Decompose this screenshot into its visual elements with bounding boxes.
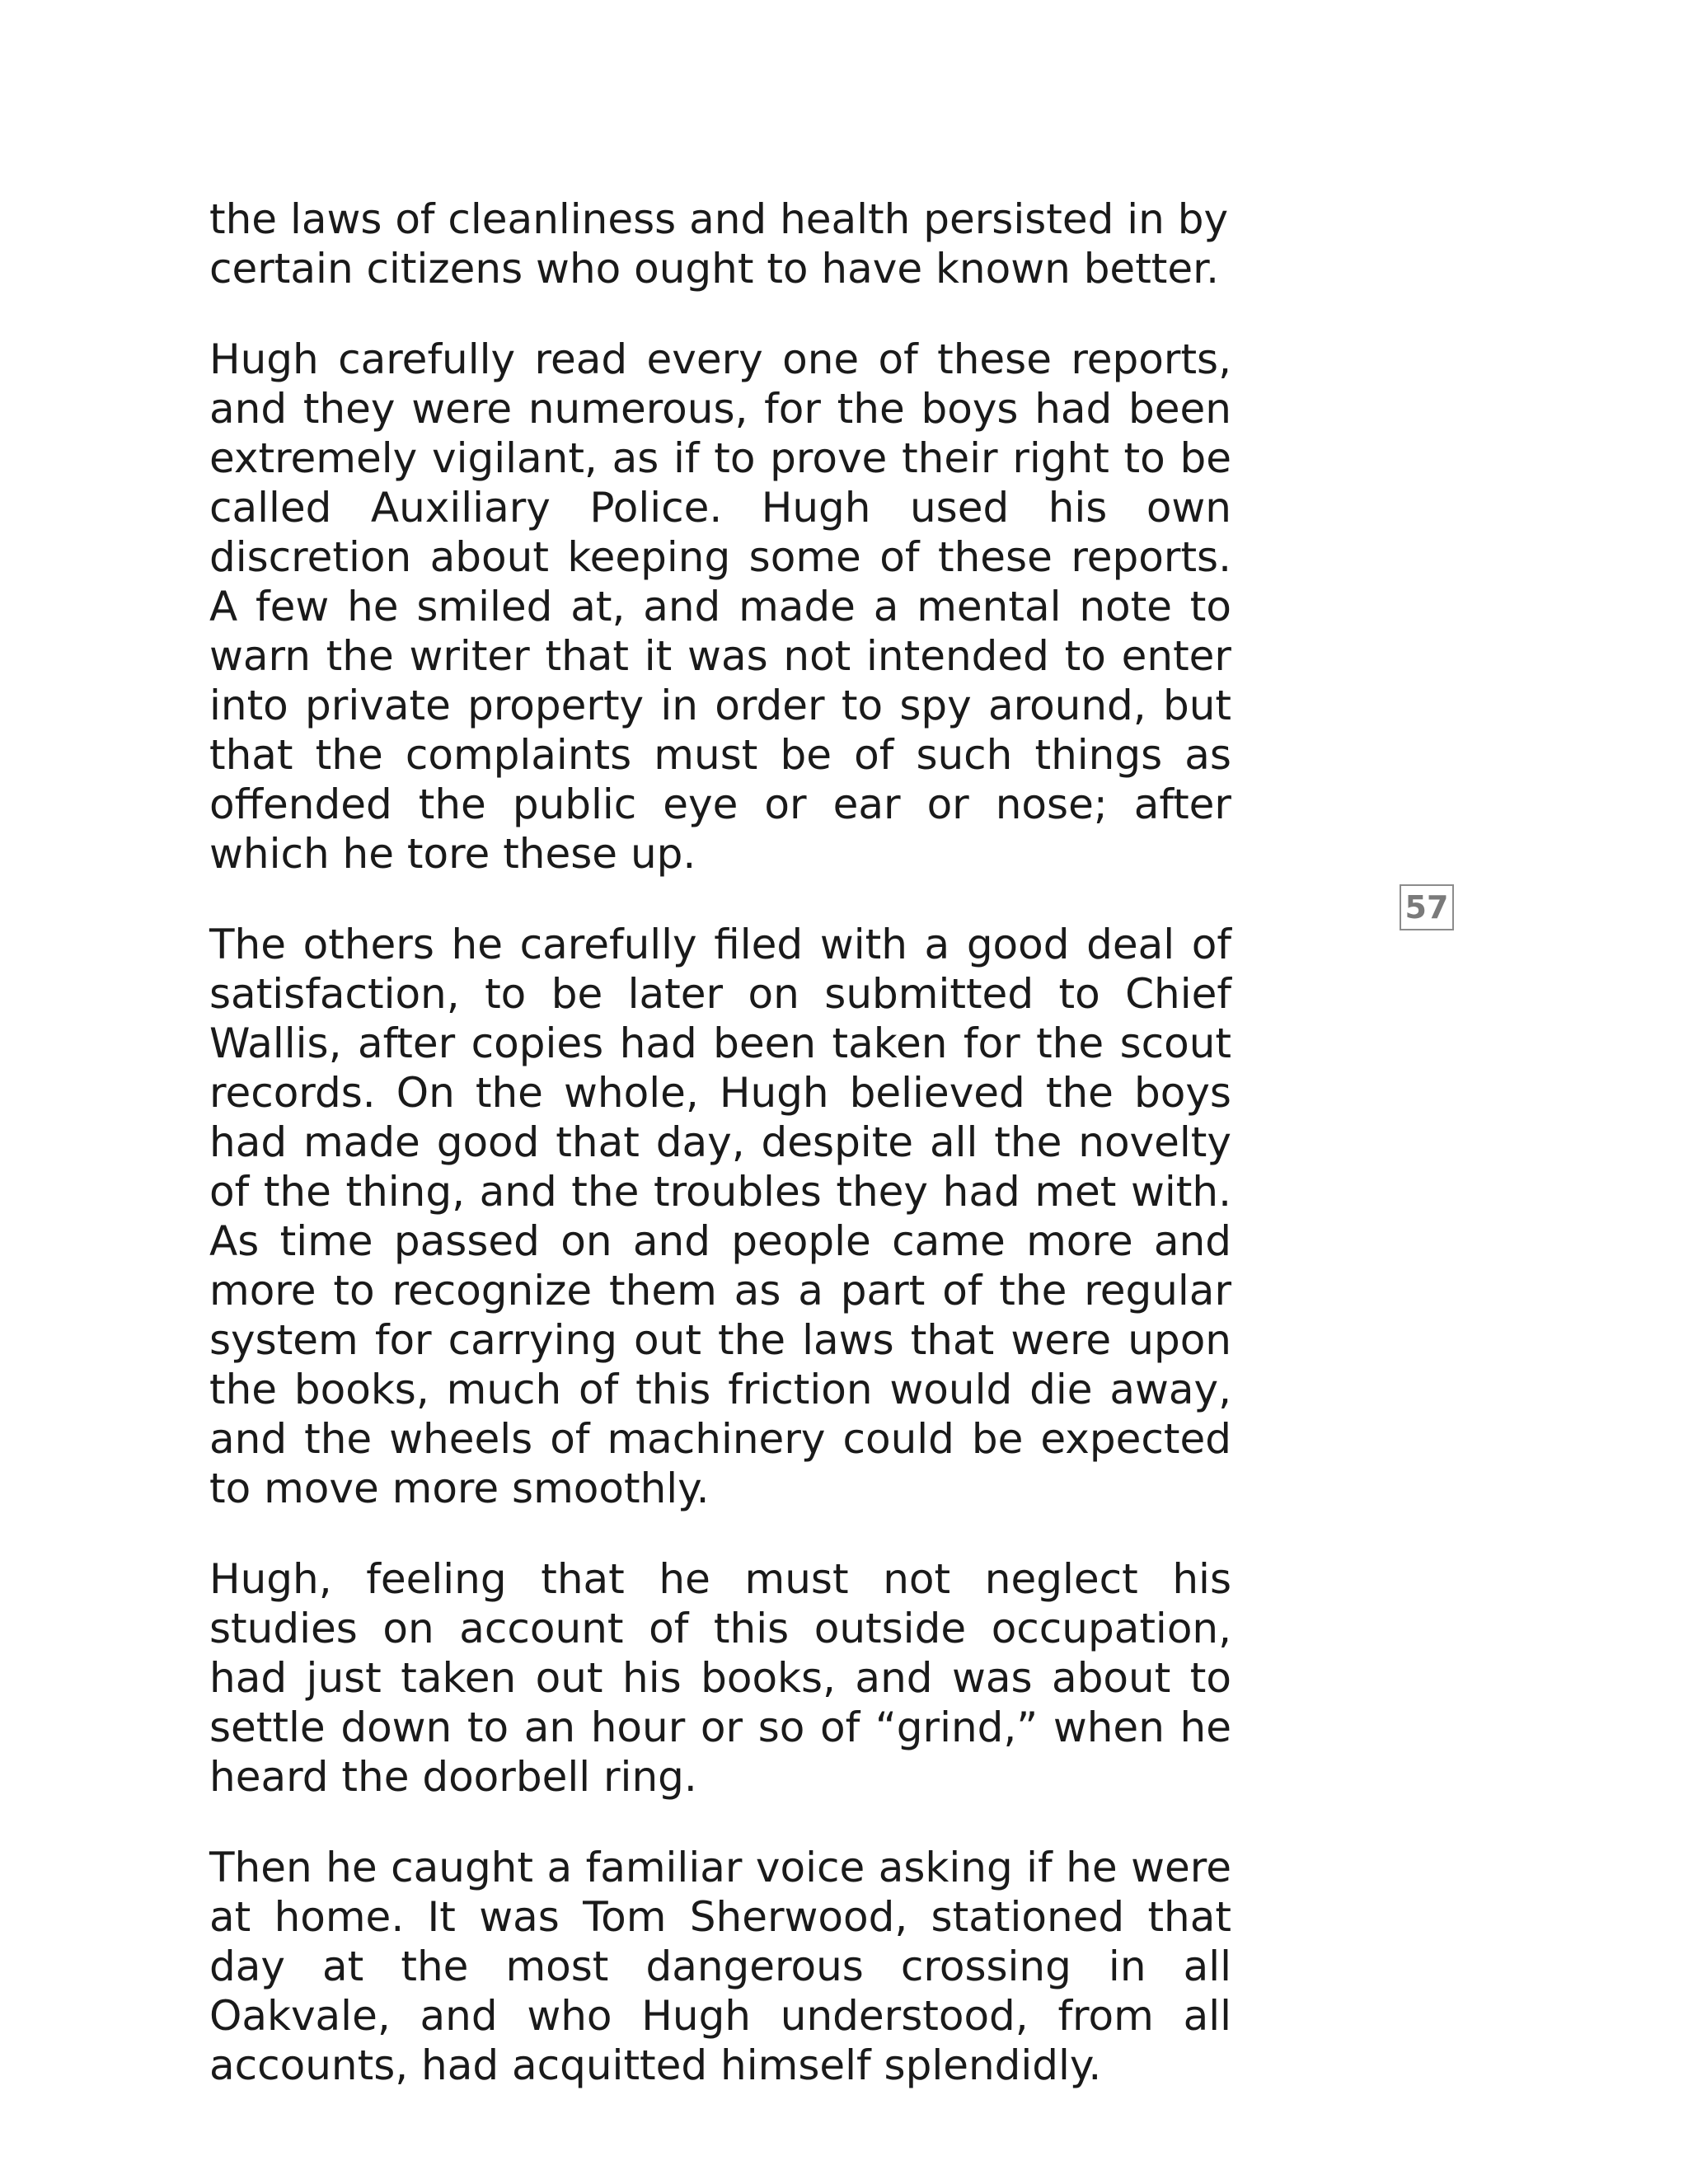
paragraph-1: the laws of cleanliness and health persisted in by certain citizens who ought to have known better.: [209, 195, 1229, 293]
paragraph-2: Hugh carefully read every one of these reports, and they were numerous, for the boys had been extremely vigilant, as if to prove their right to be called Auxiliary Police. Hugh used his own discretion about keeping some of these reports. A few he smiled at, and made a mental note to warn the writer that it was not intended to enter into private property in order to spy around, but that the complaints must be of such things as offended the public eye or ear or nose; after which he tore these up.: [209, 335, 1231, 878]
paragraph-3: The others he carefully filed with a good deal of satisfaction, to be later on submitted to Chief Wallis, after copies had been taken for the scout records. On the whole, Hugh believed the boys had made good that day, despite all the novelty of the thing, and the troubles they had met with. As time passed on and people came more and more to recognize them as a part of the regular system for carrying out the laws that were upon the books, much of this friction would die away, and the wheels of machinery could be expected to move more smoothly.: [209, 921, 1231, 1512]
body-text: [209, 194, 1231, 2131]
paragraph-5: Then he caught a familiar voice asking if he were at home. It was Tom Sherwood, stationed that day at the most dangerous crossing in all Oakvale, and who Hugh understood, from all accounts, had acquitted himself splendidly.: [209, 1844, 1231, 2089]
page-number-badge: 57: [1400, 884, 1454, 930]
paragraph-4: Hugh, feeling that he must not neglect his studies on account of this outside occupation, had just taken out his books, and was about to settle down to an hour or so of “grind,” when he heard the doorbell ring.: [209, 1555, 1231, 1801]
